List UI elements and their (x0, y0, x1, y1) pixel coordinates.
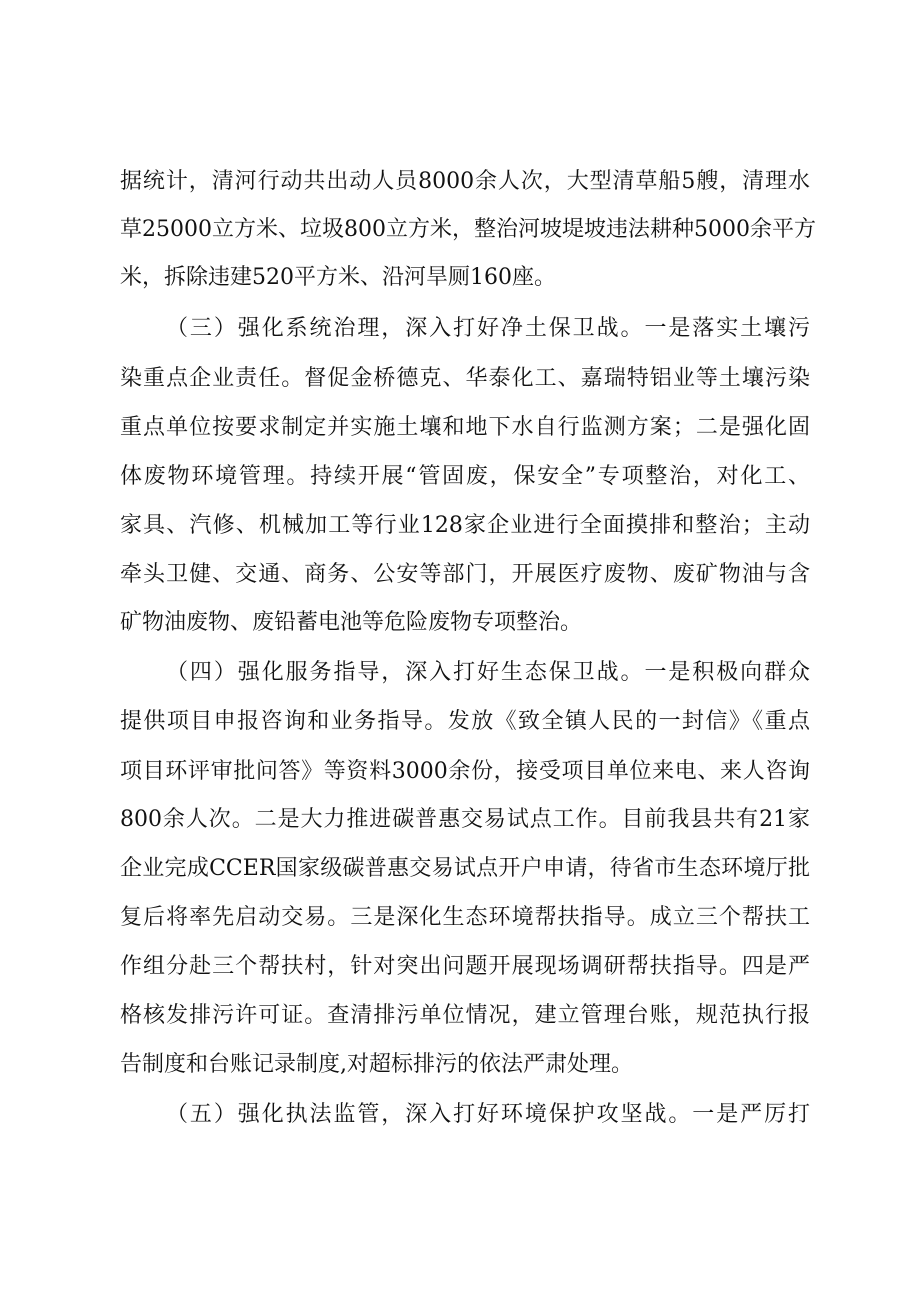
paragraph-line: 米，拆除违建520平方米、沿河旱厕160座。 (120, 265, 556, 290)
paragraph-line: 格核发排污许可证。查清排污单位情况，建立管理台账，规范执行报 (120, 1003, 810, 1028)
paragraph-line: 体废物环境管理。持续开展“管固废，保安全”专项整治，对化工、 (120, 464, 810, 489)
paragraph-line: 项目环评审批问答》等资料3000余份，接受项目单位来电、来人咨询 (120, 759, 810, 784)
paragraph-line: 染重点企业责任。督促金桥德克、华泰化工、嘉瑞特铝业等土壤污染 (120, 366, 810, 391)
paragraph-line: 作组分赴三个帮扶村，针对突出问题开展现场调研帮扶指导。四是严 (120, 954, 810, 979)
section-heading-line: （五）强化执法监管，深入打好环境保护攻坚战。一是严厉打 (166, 1102, 810, 1127)
section-heading-line: （四）强化服务指导，深入打好生态保卫战。一是积极向群众 (166, 660, 810, 685)
paragraph-line: 重点单位按要求制定并实施土壤和地下水自行监测方案；二是强化固 (120, 415, 810, 440)
paragraph-line: 企业完成CCER国家级碳普惠交易试点开户申请，待省市生态环境厅批 (120, 856, 810, 881)
paragraph-line: 800余人次。二是大力推进碳普惠交易试点工作。目前我县共有21家 (120, 807, 810, 832)
paragraph-line: 提供项目申报咨询和业务指导。发放《致全镇人民的一封信》《重点 (120, 709, 810, 734)
paragraph-line: 矿物油废物、废铅蓄电池等危险废物专项整治。 (120, 610, 583, 635)
paragraph-line: 复后将率先启动交易。三是深化生态环境帮扶指导。成立三个帮扶工 (120, 905, 810, 930)
paragraph-line: 家具、汽修、机械加工等行业128家企业进行全面摸排和整治；主动 (120, 513, 810, 538)
paragraph-line: 据统计，清河行动共出动人员8000余人次，大型清草船5艘，清理水 (120, 169, 810, 194)
paragraph-line: 草25000立方米、垃圾800立方米，整治河坡堤坡违法耕种5000余平方 (120, 217, 816, 242)
paragraph-line: 告制度和台账记录制度,对超标排污的依法严肃处理。 (120, 1052, 633, 1077)
paragraph-line: 牵头卫健、交通、商务、公安等部门，开展医疗废物、废矿物油与含 (120, 562, 810, 587)
section-heading-line: （三）强化系统治理，深入打好净土保卫战。一是落实土壤污 (166, 316, 810, 341)
